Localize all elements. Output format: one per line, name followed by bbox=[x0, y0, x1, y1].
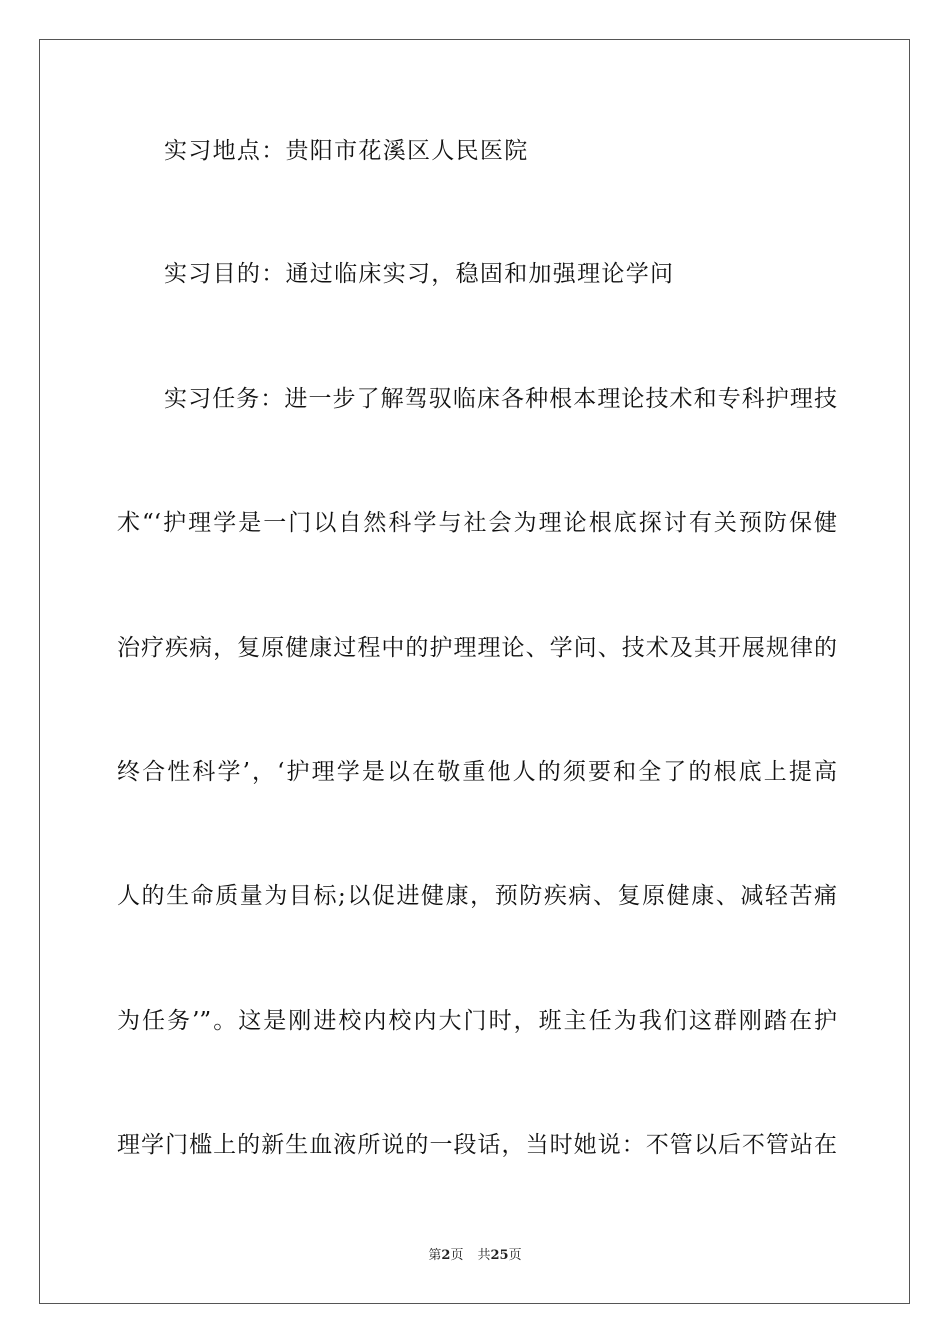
paragraph-line: 终合性科学’，‘护理学是以在敬重他人的须要和全了的根底上提高 bbox=[117, 759, 837, 785]
page-suffix: 页 bbox=[450, 1248, 464, 1263]
page-number: 2 bbox=[441, 1248, 451, 1263]
total-prefix: 共 bbox=[477, 1248, 491, 1263]
paragraph-line: 为任务’”。这是刚进校内校内大门时，班主任为我们这群刚踏在护 bbox=[117, 1008, 837, 1034]
paragraph-line: 术“‘护理学是一门以自然科学与社会为理论根底探讨有关预防保健 bbox=[117, 510, 837, 536]
paragraph-line: 理学门槛上的新生血液所说的一段话，当时她说：不管以后不管站在 bbox=[117, 1132, 837, 1158]
paragraph-line: 人的生命质量为目标;以促进健康，预防疾病、复原健康、减轻苦痛 bbox=[117, 883, 837, 909]
paragraph-line: 治疗疾病，复原健康过程中的护理理论、学问、技术及其开展规律的 bbox=[117, 635, 837, 661]
page-border bbox=[39, 39, 910, 1304]
total-suffix: 页 bbox=[508, 1248, 522, 1263]
paragraph-line: 实习目的：通过临床实习，稳固和加强理论学问 bbox=[164, 261, 675, 287]
paragraph-line: 实习任务：进一步了解驾驭临床各种根本理论技术和专科护理技 bbox=[164, 386, 837, 412]
total-pages: 25 bbox=[490, 1248, 509, 1263]
paragraph-line: 实习地点：贵阳市花溪区人民医院 bbox=[164, 138, 529, 164]
page-prefix: 第 bbox=[428, 1248, 442, 1263]
page-footer bbox=[0, 1247, 950, 1265]
